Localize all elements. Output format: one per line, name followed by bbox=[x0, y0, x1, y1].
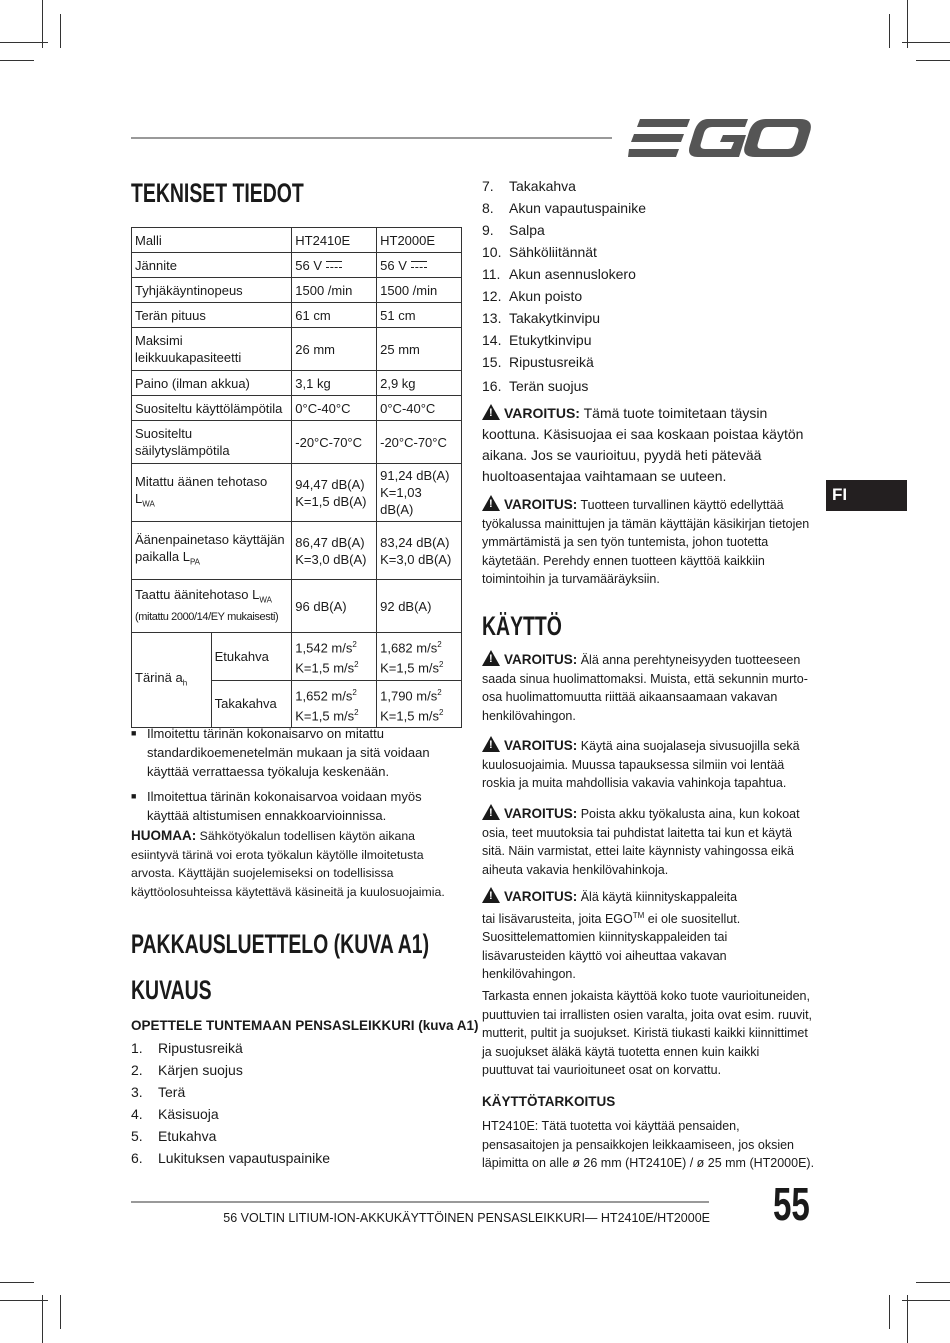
list-item bbox=[482, 351, 646, 373]
bullet-square-icon: ■ bbox=[131, 728, 137, 738]
list-item bbox=[131, 1103, 330, 1125]
item-number: 2. bbox=[131, 1062, 143, 1078]
table-cell bbox=[132, 464, 292, 522]
voltage-value: 56 V bbox=[380, 257, 407, 273]
table-cell: 0°C-40°C bbox=[377, 396, 462, 421]
subscript: h bbox=[182, 678, 188, 688]
table-row bbox=[132, 328, 462, 371]
item-number: 8. bbox=[482, 200, 494, 216]
list-item-text: Ilmoitettua tärinän kokonaisarvoa voidaan myös käyttää altistumisen ennakkoarvioinnissa. bbox=[147, 789, 422, 823]
table-row bbox=[132, 303, 462, 328]
table-cell bbox=[292, 464, 377, 522]
warning-label: VAROITUS: bbox=[504, 497, 578, 512]
table-cell: Tyhjäkäyntinopeus bbox=[132, 278, 292, 303]
value: 94,47 dB(A) bbox=[295, 476, 365, 492]
table-row bbox=[132, 278, 462, 303]
item-number: 15. bbox=[482, 354, 502, 370]
table-cell bbox=[292, 253, 377, 278]
value: K=1,5 m/s bbox=[380, 660, 440, 676]
table-cell bbox=[377, 464, 462, 522]
value: K=3,0 dB(A) bbox=[295, 551, 367, 567]
tarkasta-paragraph bbox=[482, 987, 814, 1080]
superscript: 2 bbox=[437, 640, 442, 649]
item-text: Terän suojus bbox=[509, 378, 589, 394]
ego-logo bbox=[628, 116, 812, 160]
table-cell bbox=[292, 680, 377, 728]
header-rule bbox=[131, 137, 612, 139]
huomaa-label: HUOMAA: bbox=[131, 828, 197, 843]
page-number: 55 bbox=[773, 1178, 810, 1230]
item-number: 1. bbox=[131, 1040, 143, 1056]
table-cell bbox=[132, 633, 212, 728]
subscript: PA bbox=[189, 557, 201, 567]
list-item bbox=[482, 263, 646, 285]
warning-2 bbox=[482, 495, 812, 589]
value: 91,24 dB(A) bbox=[380, 468, 450, 483]
item-text: Takakahva bbox=[509, 178, 576, 194]
item-number: 11. bbox=[482, 266, 501, 282]
table-row bbox=[132, 633, 462, 681]
superscript: 2 bbox=[352, 687, 357, 697]
item-text: Akun vapautuspainike bbox=[509, 200, 646, 216]
list-item bbox=[131, 1147, 330, 1169]
list-item bbox=[131, 1081, 330, 1103]
warning-5 bbox=[482, 804, 812, 879]
kayttotarkoitus-paragraph bbox=[482, 1117, 816, 1173]
value: 83,24 dB(A) bbox=[380, 534, 450, 550]
ego-logo-graphic bbox=[628, 116, 812, 160]
warning-label: VAROITUS: bbox=[504, 806, 578, 821]
warning-label: VAROITUS: bbox=[504, 889, 578, 904]
warning-text: Poista akku työkalusta aina, kun kokoat osia, teet muutoksia tai puhdistat laitetta tai kun et käytä sitä. Näin varmistat, ettei laite käynnisty vahingossa eikä aiheuta vakavia henkilövahinkoja. bbox=[482, 807, 800, 877]
item-text: Takakytkinvipu bbox=[509, 310, 601, 326]
table-cell: 2,9 kg bbox=[377, 371, 462, 396]
value: K=1,5 dB(A) bbox=[295, 493, 367, 509]
table-cell bbox=[377, 680, 462, 728]
table-cell bbox=[377, 522, 462, 580]
value: K=1,03 dB(A) bbox=[380, 485, 422, 517]
superscript: 2 bbox=[354, 660, 359, 670]
list-item bbox=[482, 329, 646, 351]
table-cell: Suositeltu säilytyslämpötila bbox=[132, 421, 292, 464]
warning-text: Tuotteen turvallinen käyttö edellyttää työkalussa mainittujen ja tämän käyttäjän käsikirjan tietojen ymmärtämistä ja sen työn tuntemista, johon tuotetta käytetään. Perehdy ennen tuotteen käyttöä kaikkiin toimintoihin ja turvamääräyksiin. bbox=[482, 498, 810, 586]
crop-mark bbox=[60, 1295, 61, 1329]
warning-triangle-icon bbox=[482, 804, 500, 820]
table-row bbox=[132, 371, 462, 396]
crop-mark bbox=[0, 1282, 34, 1283]
item-text: Lukituksen vapautuspainike bbox=[158, 1150, 331, 1166]
item-text: Ripustusreikä bbox=[158, 1040, 243, 1056]
list-item bbox=[131, 1037, 330, 1059]
warning-triangle-icon bbox=[482, 736, 500, 752]
warning-text: ei ole suositellut. Suosittelemattomien kiinnityskappaleiden tai lisävarusteiden käyttö voi aiheuttaa vakavan henkilövahingon. bbox=[482, 911, 741, 982]
item-number: 6. bbox=[131, 1150, 143, 1166]
item-text: Terä bbox=[158, 1084, 186, 1100]
table-cell: 0°C-40°C bbox=[292, 396, 377, 421]
warning-1 bbox=[482, 403, 812, 487]
item-number: 16. bbox=[482, 378, 502, 394]
table-cell: HT2000E bbox=[377, 228, 462, 253]
list-item bbox=[131, 1059, 330, 1081]
list-item bbox=[482, 375, 646, 397]
value: K=1,5 m/s bbox=[380, 708, 440, 724]
value: 1,790 m/s bbox=[380, 687, 438, 703]
value: K=3,0 dB(A) bbox=[380, 551, 452, 567]
table-cell bbox=[292, 522, 377, 580]
list-item-text: Ilmoitettu tärinän kokonaisarvo on mitattu standardikoemenetelmän mukaan ja sitä voidaan käyttää verrattaessa työkaluja keskenään. bbox=[147, 726, 430, 779]
warning-text: Käytä aina suojalaseja sivusuojilla sekä kuulosuojaimia. Muussa tapauksessa silmiin voi lentää roskia ja muita mahdollisia vakavia vahinkoja tapahtua. bbox=[482, 739, 800, 790]
item-number: 5. bbox=[131, 1128, 143, 1144]
list-item bbox=[482, 219, 646, 241]
warning-text: Älä käytä kiinnityskappaleita tai lisävarusteita, joita EGO bbox=[482, 890, 738, 926]
superscript: 2 bbox=[354, 707, 359, 717]
item-text: Akun poisto bbox=[509, 288, 583, 304]
list-item bbox=[482, 241, 646, 263]
table-cell: Etukahva bbox=[211, 633, 292, 681]
language-tab-label: FI bbox=[832, 485, 848, 504]
table-cell: 26 mm bbox=[292, 328, 377, 371]
table-cell: 3,1 kg bbox=[292, 371, 377, 396]
list-item bbox=[482, 175, 646, 197]
superscript: 2 bbox=[352, 640, 357, 649]
crop-mark bbox=[60, 14, 61, 48]
crop-mark bbox=[916, 1282, 950, 1283]
voltage-value: 56 V bbox=[295, 257, 323, 273]
item-number: 4. bbox=[131, 1106, 143, 1122]
crop-mark bbox=[916, 60, 950, 61]
list-item bbox=[131, 724, 461, 781]
paragraph-text: Tarkasta ennen jokaista käyttöä koko tuote vaurioituneiden, puuttuvien tai irrallisten osien varalta, joita ovat esim. ruuvit, mutterit, pultit ja suojukset. Kiristä tiukasti kaikki kiinnittimet ja suojukset äläkä käytä tuotetta ennen kuin kaikki puuttuvat tai vaurioituneet osat on korvattu. bbox=[482, 989, 813, 1077]
item-number: 10. bbox=[482, 244, 502, 260]
item-text: Salpa bbox=[509, 222, 545, 238]
label-text: Tärinä a bbox=[135, 669, 183, 685]
table-cell: 96 dB(A) bbox=[292, 580, 377, 633]
label-note: (mitattu 2000/14/EY mukaisesti) bbox=[135, 610, 279, 623]
footer-rule bbox=[131, 1201, 709, 1203]
list-item bbox=[131, 787, 461, 825]
warning-triangle-icon bbox=[482, 495, 500, 511]
crop-mark bbox=[889, 1295, 890, 1329]
trademark: TM bbox=[632, 910, 645, 920]
subscript: WA bbox=[259, 595, 272, 605]
paragraph-text: HT2410E: Tätä tuotetta voi käyttää pensaiden, pensasaitojen ja pensaikkojen leikkaamiseen, jos oksien läpimitta on alle ø 26 mm (HT2410E) / ø 25 mm (HT2000E). bbox=[482, 1119, 815, 1170]
table-cell bbox=[132, 522, 292, 580]
warning-4 bbox=[482, 736, 812, 793]
item-text: Sähköliitännät bbox=[509, 244, 597, 260]
item-text: Käsisuoja bbox=[158, 1106, 219, 1122]
section-title-tekniset: TEKNISET TIEDOT bbox=[131, 178, 304, 208]
table-cell bbox=[292, 633, 377, 681]
warning-triangle-icon bbox=[482, 650, 500, 666]
warning-triangle-icon bbox=[482, 404, 500, 420]
superscript: 2 bbox=[439, 660, 444, 670]
item-text: Kärjen suojus bbox=[158, 1062, 243, 1078]
table-cell: Terän pituus bbox=[132, 303, 292, 328]
table-cell bbox=[377, 253, 462, 278]
value: K=1,5 m/s bbox=[295, 708, 355, 724]
item-number: 7. bbox=[482, 178, 494, 194]
parts-list-right bbox=[482, 175, 646, 397]
list-item bbox=[482, 307, 646, 329]
language-tab bbox=[826, 480, 907, 511]
table-row bbox=[132, 228, 462, 253]
footer-text: 56 VOLTIN LITIUM-ION-AKKUKÄYTTÖINEN PENSASLEIKKURI— HT2410E/HT2000E bbox=[223, 1211, 710, 1225]
list-item bbox=[131, 1125, 330, 1147]
parts-list-left bbox=[131, 1037, 330, 1169]
table-cell: Malli bbox=[132, 228, 292, 253]
crop-mark bbox=[889, 14, 890, 48]
table-cell: 51 cm bbox=[377, 303, 462, 328]
table-cell bbox=[377, 633, 462, 681]
warning-3 bbox=[482, 650, 812, 725]
warning-label: VAROITUS: bbox=[504, 652, 578, 667]
value: 1,682 m/s bbox=[380, 640, 438, 656]
crop-mark bbox=[0, 1300, 48, 1301]
crop-mark bbox=[42, 1295, 43, 1343]
item-text: Ripustusreikä bbox=[509, 354, 594, 370]
table-cell: -20°C-70°C bbox=[377, 421, 462, 464]
item-text: Etukytkinvipu bbox=[509, 332, 592, 348]
item-number: 12. bbox=[482, 288, 502, 304]
item-text: Etukahva bbox=[158, 1128, 217, 1144]
table-row bbox=[132, 522, 462, 580]
list-item bbox=[482, 197, 646, 219]
crop-mark bbox=[902, 1300, 950, 1301]
table-row bbox=[132, 464, 462, 522]
section-subtitle-kayttotarkoitus: KÄYTTÖTARKOITUS bbox=[482, 1094, 616, 1109]
section-title-kuvaus: KUVAUS bbox=[131, 975, 212, 1005]
value: 1,652 m/s bbox=[295, 687, 353, 703]
section-title-pakkaus: PAKKAUSLUETTELO (KUVA A1) bbox=[131, 929, 430, 959]
value: 86,47 dB(A) bbox=[295, 534, 365, 550]
label-text: Taattu äänitehotaso L bbox=[135, 587, 260, 603]
item-number: 14. bbox=[482, 332, 502, 348]
superscript: 2 bbox=[439, 707, 444, 717]
label-text: Äänenpainetaso käyttäjän paikalla L bbox=[135, 531, 285, 564]
crop-mark bbox=[42, 0, 43, 48]
table-cell: 1500 /min bbox=[377, 278, 462, 303]
table-cell: 25 mm bbox=[377, 328, 462, 371]
table-cell: Maksimi leikkuukapasiteetti bbox=[132, 328, 292, 371]
item-number: 13. bbox=[482, 310, 502, 326]
table-cell: Takakahva bbox=[211, 680, 292, 728]
table-cell: -20°C-70°C bbox=[292, 421, 377, 464]
warning-6 bbox=[482, 887, 744, 984]
table-row bbox=[132, 253, 462, 278]
dc-symbol-icon bbox=[326, 261, 342, 268]
dc-symbol-icon bbox=[411, 261, 427, 268]
table-cell: Suositeltu käyttölämpötila bbox=[132, 396, 292, 421]
crop-mark bbox=[902, 42, 950, 43]
table-cell: 61 cm bbox=[292, 303, 377, 328]
table-cell: Paino (ilman akkua) bbox=[132, 371, 292, 396]
section-subtitle-opettele: OPETTELE TUNTEMAAN PENSASLEIKKURI (kuva A1) bbox=[131, 1018, 479, 1033]
bullet-square-icon: ■ bbox=[131, 791, 137, 801]
table-row bbox=[132, 580, 462, 633]
warning-label: VAROITUS: bbox=[504, 738, 578, 753]
table-cell bbox=[132, 580, 292, 633]
crop-mark bbox=[907, 1295, 908, 1343]
crop-mark bbox=[0, 42, 48, 43]
huomaa-text: Sähkötyökalun todellisen käytön aikana esiintyvä tärinä voi erota työkalun käytölle ilmoitetusta arvosta. Käyttäjän suojelemiseksi on todellisissa käyttöolosuhteissa käytettävä käsineitä ja kuulosuojaimia. bbox=[131, 829, 445, 899]
table-cell: 92 dB(A) bbox=[377, 580, 462, 633]
table-cell: HT2410E bbox=[292, 228, 377, 253]
table-cell: 1500 /min bbox=[292, 278, 377, 303]
value: 1,542 m/s bbox=[295, 640, 353, 656]
spec-table bbox=[131, 227, 462, 728]
huomaa-note bbox=[131, 827, 466, 901]
warning-triangle-icon bbox=[482, 887, 500, 903]
crop-mark bbox=[907, 0, 908, 48]
warning-text: Tämä tuote toimitetaan täysin koottuna. Käsisuojaa ei saa koskaan poistaa käytön aikana. Jos se vaurioituu, pyydä heti pätevää huoltoasentajaa vaihtamaan se uuteen. bbox=[482, 405, 804, 484]
superscript: 2 bbox=[437, 687, 442, 697]
item-text: Akun asennuslokero bbox=[509, 266, 636, 282]
table-cell: Jännite bbox=[132, 253, 292, 278]
list-item bbox=[482, 285, 646, 307]
crop-mark bbox=[0, 60, 34, 61]
section-title-kaytto: KÄYTTÖ bbox=[482, 611, 562, 641]
warning-text: Älä anna perehtyneisyyden tuotteeseen saada sinua huolimattomaksi. Muista, että sekunnin murto-osa huolimattomuutta riittää aikaansaamaan vakavan henkilövahingon. bbox=[482, 653, 808, 723]
table-row bbox=[132, 396, 462, 421]
label-text: Mitattu äänen tehotaso L bbox=[135, 473, 268, 506]
item-number: 9. bbox=[482, 222, 494, 238]
subscript: WA bbox=[142, 499, 155, 509]
bullet-list bbox=[131, 724, 461, 825]
warning-label: VAROITUS: bbox=[504, 405, 580, 421]
value: K=1,5 m/s bbox=[295, 660, 355, 676]
item-number: 3. bbox=[131, 1084, 143, 1100]
table-row bbox=[132, 421, 462, 464]
